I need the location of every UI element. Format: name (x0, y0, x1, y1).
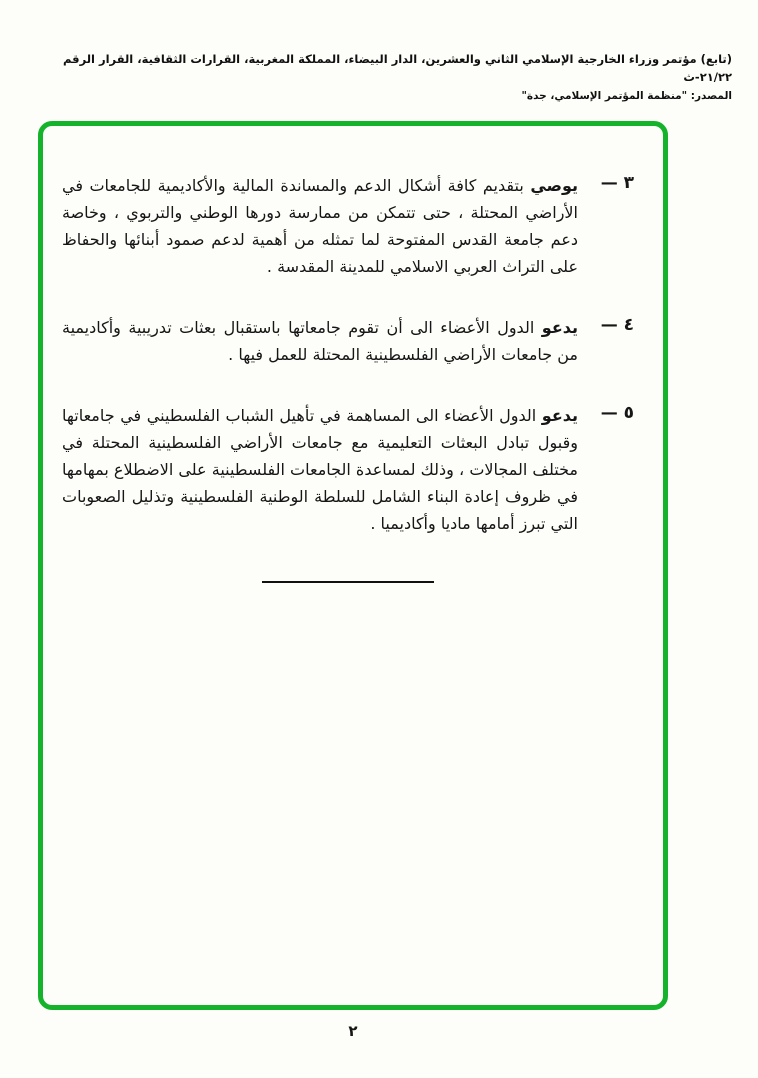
resolution-item-5 (62, 402, 634, 537)
item-body-text: الدول الأعضاء الى أن تقوم جامعاتها باستقبال بعثات تدريبية وأكاديمية من جامعات الأراضي الفلسطينية المحتلة للعمل فيها . (62, 318, 578, 364)
item-body-text: الدول الأعضاء الى المساهمة في تأهيل الشباب الفلسطيني في جامعاتها وقبول تبادل البعثات التعليمية مع جامعات الأراضي الفلسطينية المحتلة في مختلف المجالات ، وذلك لمساعدة الجامعات الفلسطينية على الاضطلاع بمهامها في ظروف إعادة البناء الشامل للسلطة الوطنية الفلسطينية وتذليل الصعوبات التي تبرز أمامها ماديا وأكاديميا . (62, 406, 578, 533)
item-lead-word: يوصي (530, 176, 578, 195)
item-lead-word: يدعو (541, 318, 578, 337)
resolution-item-3 (62, 172, 634, 280)
item-marker: ٤ — (600, 315, 634, 335)
item-text (62, 314, 578, 368)
item-marker: ٣ — (600, 173, 634, 193)
document-header (24, 50, 732, 102)
resolution-item-4 (62, 314, 634, 368)
header-line-2: المصدر: "منظمة المؤتمر الإسلامي، جدة" (521, 89, 732, 102)
item-text (62, 402, 578, 537)
item-body-text: بتقديم كافة أشكال الدعم والمساندة المالية والأكاديمية للجامعات في الأراضي المحتلة ، حتى تتمكن من ممارسة دورها الوطني والتربوي ، وخاصة دعم جامعة القدس المفتوحة لما تمثله من أهمية لدعم صمود أبنائها والحفاظ على التراث العربي الاسلامي للمدينة المقدسة . (62, 176, 578, 276)
document-body (62, 172, 634, 583)
item-text (62, 172, 578, 280)
item-marker: ٥ — (600, 403, 634, 423)
header-line-1: (تابع) مؤتمر وزراء الخارجية الإسلامي الثاني والعشرين، الدار البيضاء، المملكة المغربية، القرارات الثقافية، القرار الرقم ٢١/٢٢-ث (63, 52, 732, 85)
item-lead-word: يدعو (541, 406, 578, 425)
page-number: ٢ (348, 1022, 358, 1040)
divider (262, 581, 434, 583)
